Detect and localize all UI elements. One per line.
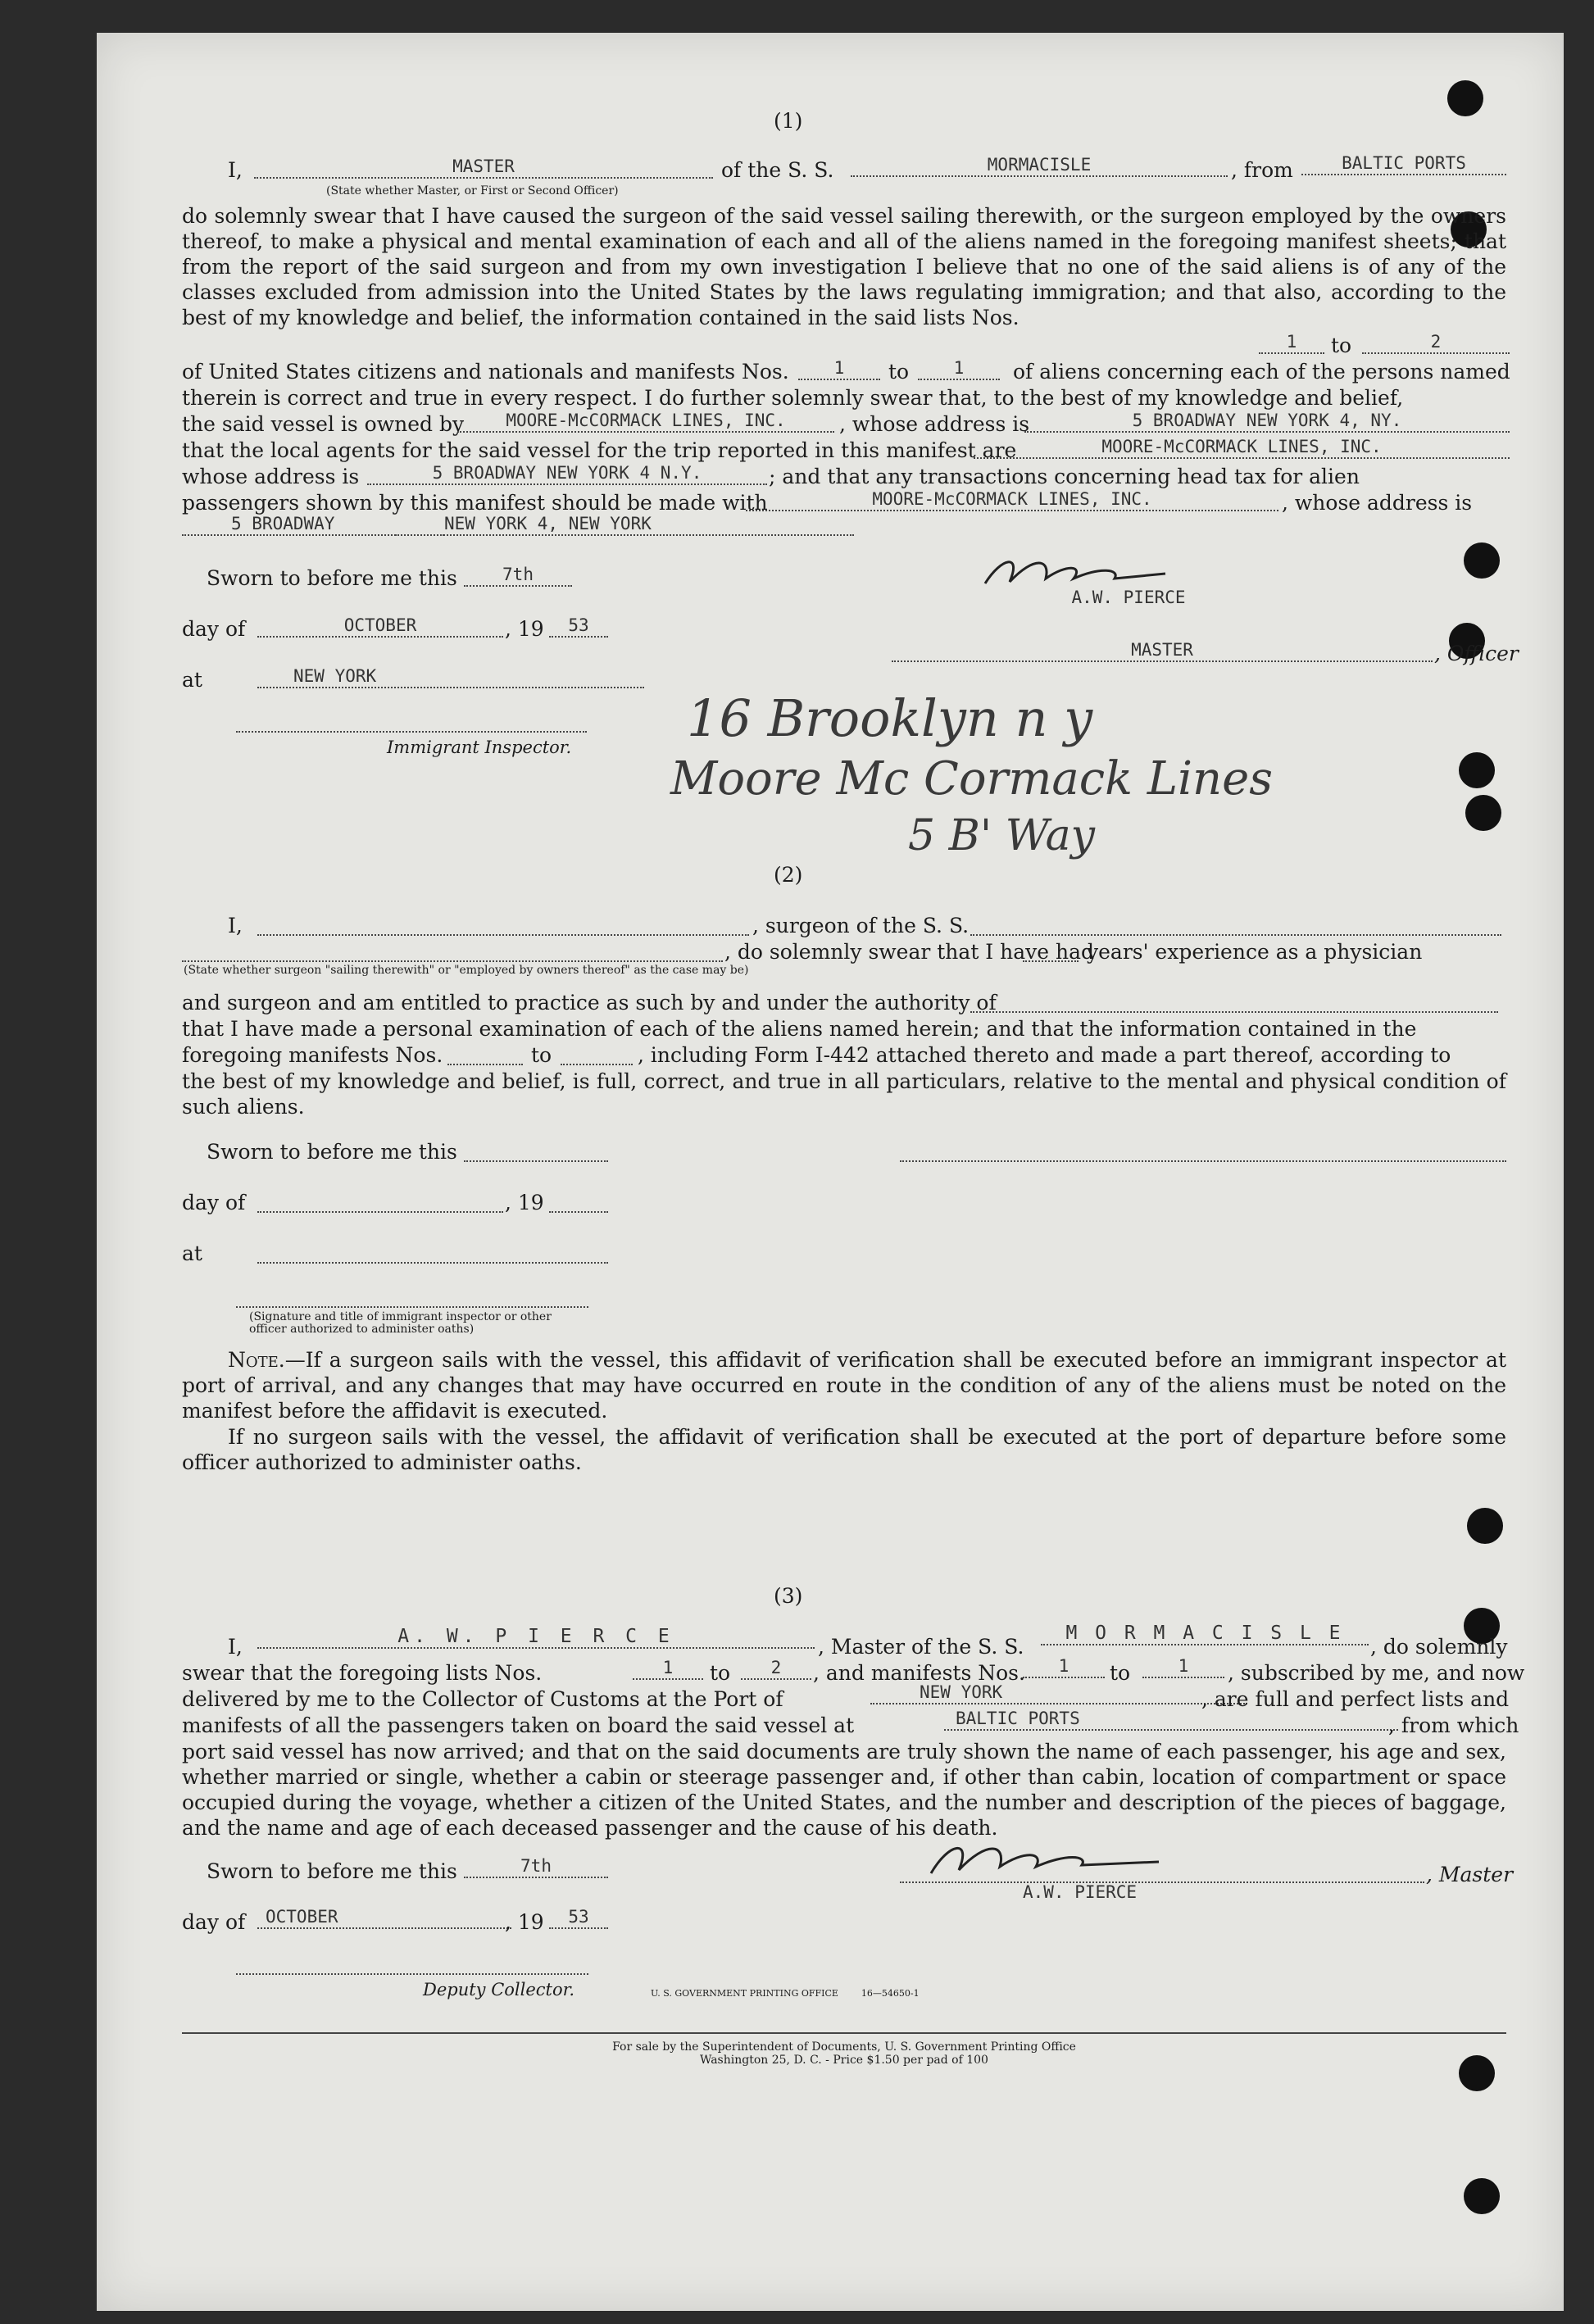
punch-hole	[1465, 795, 1501, 831]
full-lists-text: , are full and perfect lists and	[1201, 1687, 1510, 1711]
master-name-field: A. W. P I E R C E	[257, 1626, 815, 1649]
section-number: (2)	[774, 863, 803, 887]
label-i: I,	[228, 1635, 243, 1659]
day-of-text: day of	[182, 617, 246, 641]
to-label: to	[710, 1661, 731, 1685]
surgeon-ship-line	[970, 934, 1501, 936]
at-text: at	[182, 1241, 202, 1265]
from-port-field: BALTIC PORTS	[1301, 152, 1506, 175]
officer-title-field: MASTER	[892, 639, 1433, 662]
swear-text: , do solemnly swear that I have had	[724, 940, 1095, 964]
owned-by-text: the said vessel is owned by	[182, 412, 465, 436]
tax-party-field: MOORE-McCORMACK LINES, INC.	[746, 488, 1278, 511]
lists-from-field: 1	[633, 1657, 703, 1680]
agent-address-field: 5 BROADWAY NEW YORK 4 N.Y.	[367, 462, 767, 485]
sworn-text: Sworn to before me this	[207, 566, 457, 590]
note-label: Note.	[228, 1348, 285, 1372]
handwritten-note-line2: Moore Mc Cormack Lines	[670, 752, 1273, 806]
punch-hole	[1464, 2178, 1500, 2214]
month-field: OCTOBER	[257, 615, 503, 638]
printing-office-note: U. S. GOVERNMENT PRINTING OFFICE 16—54650-1	[651, 1988, 920, 1999]
surgeon-signature-line	[900, 1160, 1506, 1162]
deputy-caption: Deputy Collector.	[423, 1980, 575, 1999]
of-ss-label: of the S. S.	[721, 158, 834, 182]
at-text: at	[182, 668, 202, 692]
ship-field: M O R M A C I S L E	[1041, 1623, 1369, 1645]
deputy-signature-line	[236, 1973, 588, 1975]
manifest-from-field: 1	[798, 357, 880, 380]
from-port-field: BALTIC PORTS	[944, 1708, 1398, 1731]
master-sig-name: A.W. PIERCE	[1071, 588, 1186, 607]
manifest-to-field: 1	[918, 357, 1000, 380]
sworn-day-field: 7th	[464, 1855, 608, 1878]
whose-address-label: , whose address is	[839, 412, 1030, 436]
manifests-to-line	[561, 1064, 633, 1065]
to-label: to	[888, 360, 910, 384]
section3-body: port said vessel has now arrived; and that on the said documents are truly shown the name of each passenger, his age and sex, whether married or single, whether a cabin or steerage passenger and, if other than cabin, location of compartment or space occupied during the voyage, whether a citizen of the United States, and the number and description of the pieces of baggage, and the name and age of each deceased passenger and the cause of his death.	[182, 1740, 1506, 1840]
ship-field: MORMACISLE	[851, 154, 1228, 177]
handwritten-note-line3: 5 B' Way	[908, 811, 1095, 860]
note-text: —If a surgeon sails with the vessel, this affidavit of verification shall be executed before an immigrant inspector at port of arrival, and any changes that may have occurred en route in the condition of any of the aliens must be noted on the manifest before the affidavit is executed.	[182, 1348, 1506, 1423]
swear-label: , do solemnly	[1370, 1635, 1508, 1659]
officer-signature-line	[236, 1306, 588, 1308]
rank-caption: (State whether Master, or First or Second Officer)	[326, 184, 619, 197]
manifest-page	[97, 33, 1564, 2311]
sale-line-1: For sale by the Superintendent of Documents, U. S. Government Printing Office	[612, 2040, 1076, 2054]
punch-hole	[1447, 80, 1483, 116]
agent-field: MOORE-McCORMACK LINES, INC.	[974, 436, 1510, 459]
whose-address-label: , whose address is	[1282, 491, 1473, 515]
year-line	[549, 1211, 608, 1213]
label-i: I,	[228, 158, 243, 182]
manifest-to-field: 1	[1142, 1655, 1224, 1678]
punch-hole	[1467, 1508, 1503, 1544]
surgeon-name-line	[257, 934, 749, 936]
agent-address-label: whose address is	[182, 465, 360, 488]
officer-label: , Officer	[1434, 642, 1519, 665]
day-of-text: day of	[182, 1191, 246, 1214]
year-field: 53	[549, 615, 608, 638]
section2-body3b: to	[531, 1043, 552, 1067]
year-prefix: , 19	[505, 617, 544, 641]
sworn-day-field: 7th	[464, 564, 572, 587]
aliens-text: of aliens concerning each of the persons named	[1013, 360, 1510, 384]
section2-body2: that I have made a personal examination of each of the aliens named herein; and that the information contained in the	[182, 1017, 1417, 1041]
correct-text: therein is correct and true in every respect. I do further solemnly swear that, to the best of my knowledge and belief,	[182, 386, 1404, 410]
lists-from-field: 1	[1259, 331, 1324, 354]
lists-text: swear that the foregoing lists Nos.	[182, 1661, 543, 1685]
day-of-text: day of	[182, 1910, 246, 1934]
section2-body3a: foregoing manifests Nos.	[182, 1043, 443, 1067]
sworn-text: Sworn to before me this	[207, 1140, 457, 1164]
sworn-text: Sworn to before me this	[207, 1859, 457, 1883]
lists-to-field: 2	[1362, 331, 1510, 354]
footer-rule	[182, 2032, 1506, 2034]
year-field: 53	[549, 1906, 608, 1929]
month-field: OCTOBER	[257, 1906, 511, 1929]
year-prefix: , 19	[505, 1910, 544, 1934]
tax-address-city: NEW YORK 4, NEW YORK	[395, 513, 854, 536]
section2-body3c: , including Form I-442 attached thereto and made a part thereof, according to	[638, 1043, 1451, 1067]
manifest-from-field: 1	[1023, 1655, 1105, 1678]
master-sig-name: A.W. PIERCE	[1023, 1882, 1138, 1902]
from-which-text: , from which	[1388, 1713, 1519, 1737]
section-number: (1)	[774, 109, 803, 133]
tax-address-street: 5 BROADWAY	[182, 513, 444, 536]
place-line	[257, 1262, 608, 1264]
inspector-caption: Immigrant Inspector.	[387, 738, 572, 757]
note-paragraph	[182, 1347, 1506, 1423]
month-line	[257, 1211, 503, 1213]
agents-text: that the local agents for the said vessel for the trip reported in this manifest are	[182, 438, 1017, 462]
sworn-day-line	[464, 1160, 608, 1162]
section-number: (3)	[774, 1584, 803, 1608]
authority-line	[970, 1011, 1498, 1013]
owner-field: MOORE-McCORMACK LINES, INC.	[457, 410, 834, 433]
signature-caption: (Signature and title of immigrant inspector or other officer authorized to administer oaths)	[249, 1310, 552, 1336]
master-label: , Master	[1426, 1863, 1514, 1886]
years-text: years' experience as a physician	[1087, 940, 1423, 964]
label-i: I,	[228, 914, 243, 937]
sale-line-2: Washington 25, D. C. - Price $1.50 per pad of 100	[700, 2054, 988, 2067]
subscribed-text: , subscribed by me, and now	[1228, 1661, 1525, 1685]
rank-field: MASTER	[254, 156, 713, 179]
handwritten-note-line1: 16 Brooklyn n y	[687, 688, 1093, 748]
years-line	[1023, 960, 1079, 962]
to-label: to	[1110, 1661, 1131, 1685]
section1-body: do solemnly swear that I have caused the surgeon of the said vessel sailing therewith, or the surgeon employed by the owners thereof, to make a physical and mental examination of each and all of the aliens named in the foregoing manifest sheets; that from the report of the said surgeon and from my own investigation I believe that no one of the said aliens is of any of the classes excluded from admission into the United States by the laws regulating immigration; and that also, according to the best of my knowledge and belief, the information contained in the said lists Nos.	[182, 204, 1506, 329]
master-of-label: , Master of the S. S.	[818, 1635, 1024, 1659]
inspector-signature-line	[236, 731, 587, 733]
to-label: to	[1331, 334, 1352, 357]
punch-hole	[1459, 752, 1495, 788]
manifests-label: , and manifests Nos.	[813, 1661, 1025, 1685]
manifests-from-line	[447, 1064, 523, 1065]
section2-body4: the best of my knowledge and belief, is full, correct, and true in all particulars, relative to the mental and physical condition of such aliens.	[182, 1069, 1506, 1119]
manifests-passengers-text: manifests of all the passengers taken on board the said vessel at	[182, 1713, 855, 1737]
passengers-text: passengers shown by this manifest should be made with	[182, 491, 768, 515]
lists-to-field: 2	[741, 1657, 811, 1680]
citizens-text: of United States citizens and nationals and manifests Nos.	[182, 360, 789, 384]
punch-hole	[1464, 542, 1500, 579]
surgeon-status-line	[182, 960, 723, 962]
from-label: , from	[1231, 158, 1293, 182]
year-prefix: , 19	[505, 1191, 544, 1214]
delivered-text: delivered by me to the Collector of Customs at the Port of	[182, 1687, 783, 1711]
head-tax-text: ; and that any transactions concerning head tax for alien	[769, 465, 1360, 488]
note-paragraph-2: If no surgeon sails with the vessel, the affidavit of verification shall be executed at the port of departure before some officer authorized to administer oaths.	[182, 1425, 1506, 1474]
place-field: NEW YORK	[257, 665, 644, 688]
port-field: NEW YORK	[870, 1682, 1247, 1704]
owner-address-field: 5 BROADWAY NEW YORK 4, NY.	[1024, 410, 1510, 433]
surgeon-of-label: , surgeon of the S. S.	[752, 914, 970, 937]
section2-body: and surgeon and am entitled to practice as such by and under the authority of	[182, 991, 997, 1014]
surgeon-caption: (State whether surgeon "sailing therewith" or "employed by owners thereof" as the case may be)	[184, 964, 749, 977]
